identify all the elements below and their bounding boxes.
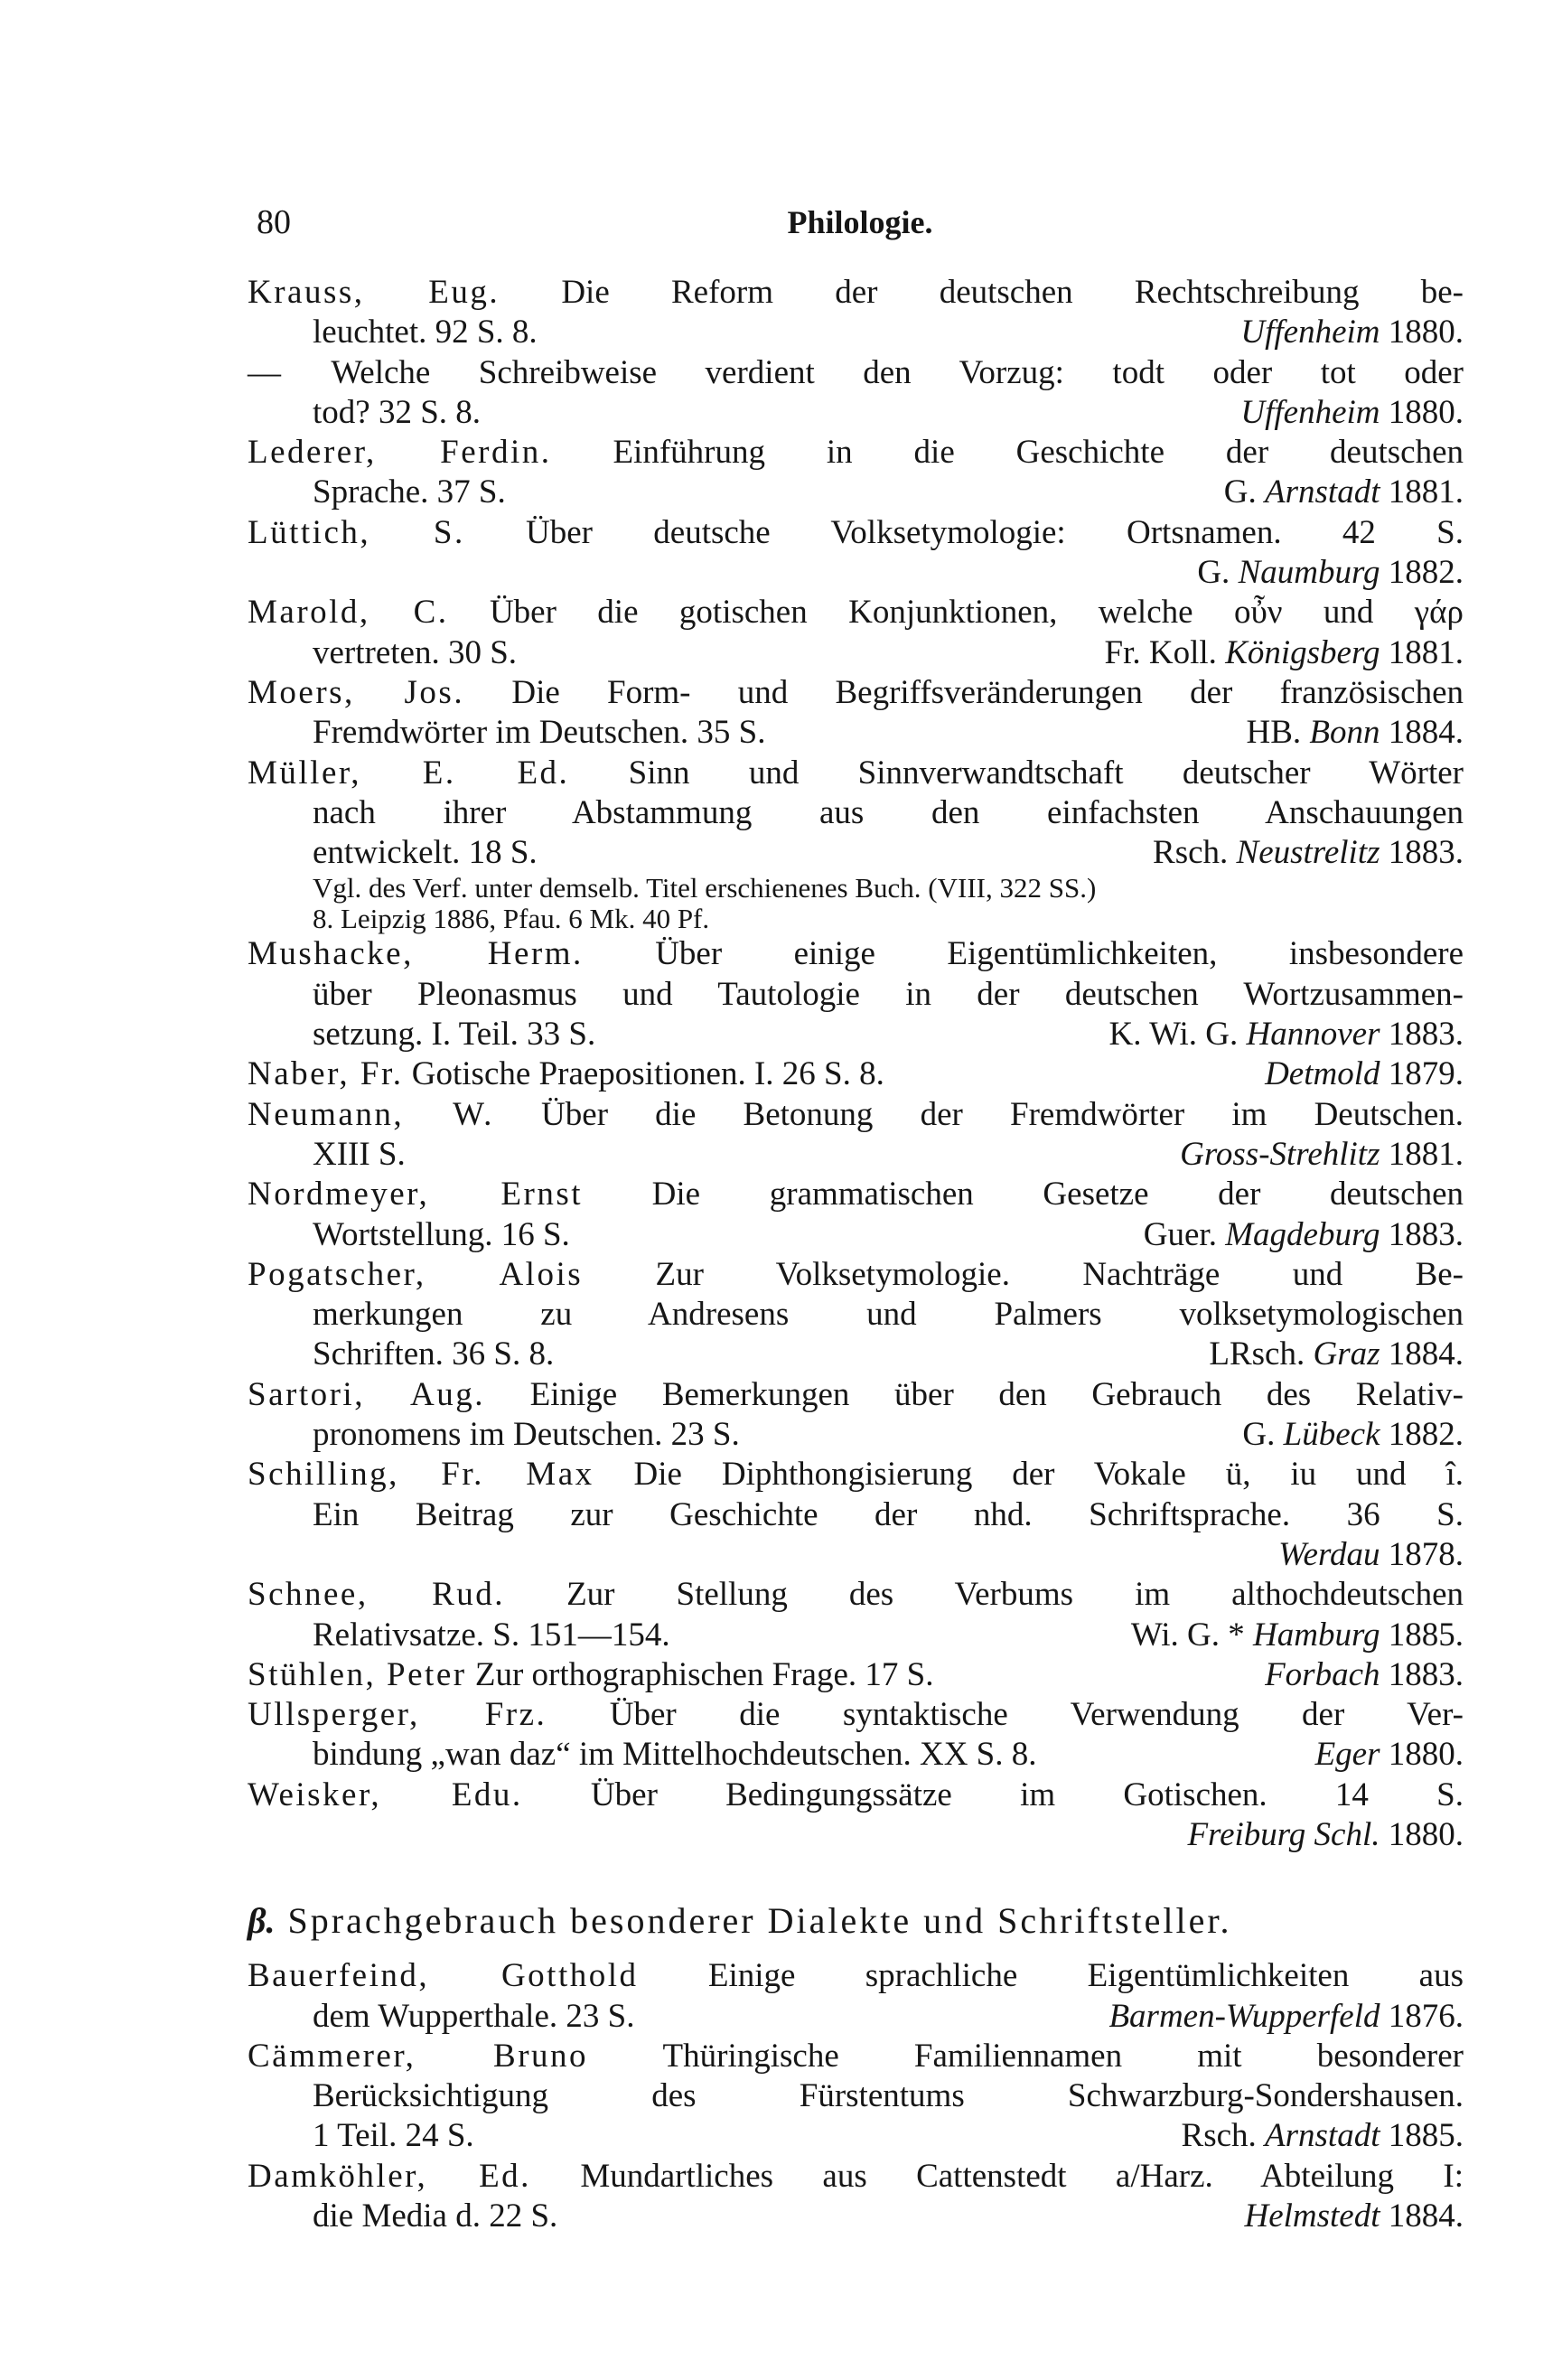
entry-author: Bauerfeind, Gotthold: [248, 1957, 639, 1995]
entry-title: Gotische Praepositionen. I. 26 S. 8.: [411, 1055, 884, 1093]
entry-title: Sinn und Sinnverwandtschaft deutscher Wörter: [628, 754, 1464, 792]
entry-line: [248, 1655, 1464, 1695]
entry-title: Über die syntaktische Verwendung der Ver-: [609, 1696, 1464, 1734]
entry-year: 1884.: [1388, 1335, 1464, 1373]
entry-imprint: [1105, 633, 1464, 673]
entry-imprint: [1131, 1616, 1464, 1655]
bibliography-entry: [248, 433, 1464, 513]
entry-place: Hamburg: [1253, 1616, 1380, 1654]
entry-title: entwickelt. 18 S.: [313, 834, 538, 872]
entry-year: 1882.: [1388, 1416, 1464, 1454]
entry-year: 1876.: [1388, 1997, 1464, 2035]
entry-publisher: LRsch.: [1209, 1335, 1305, 1373]
entry-author: Cämmerer, Bruno: [248, 2037, 589, 2075]
entry-imprint: [1240, 313, 1464, 352]
entry-author: Pogatscher, Alois: [248, 1255, 584, 1293]
entry-year: 1881.: [1388, 1135, 1464, 1173]
entry-imprint: [1153, 833, 1464, 873]
entry-place: Naumburg: [1238, 554, 1380, 592]
entry-author: Schnee, Rud.: [248, 1576, 506, 1614]
entry-author: Lederer, Ferdin.: [248, 434, 552, 472]
bibliography-entry: [248, 593, 1464, 673]
entry-title: Über die gotischen Konjunktionen, welche οὖν und γάρ: [489, 594, 1464, 632]
entry-title: bindung „wan daz“ im Mittelhochdeutschen. XX S. 8.: [313, 1736, 1037, 1774]
entry-imprint: [1109, 1015, 1464, 1054]
entry-line: [248, 1175, 1464, 1214]
bibliography-entry: [248, 1776, 1464, 1856]
entry-author: Müller, E. Ed.: [248, 754, 570, 792]
entry-line: [248, 2076, 1464, 2116]
entry-title: Einige Bemerkungen über den Gebrauch des Relativ-: [529, 1375, 1464, 1413]
entry-imprint: [1246, 713, 1464, 753]
entry-place: Freiburg Schl.: [1187, 1815, 1380, 1853]
bibliography-entry: [248, 754, 1464, 935]
entry-line: [248, 2157, 1464, 2197]
entry-line: [248, 1375, 1464, 1415]
entry-title: die Media d. 22 S.: [313, 2197, 558, 2235]
entry-imprint: [1197, 553, 1464, 593]
entry-list-b: [248, 1956, 1464, 2236]
entry-place: Königsberg: [1225, 633, 1380, 671]
entry-list-a: [248, 273, 1464, 1855]
bibliography-entry: [248, 673, 1464, 754]
entry-year: 1880.: [1388, 314, 1464, 351]
entry-line: [248, 513, 1464, 553]
entry-title: Zur orthographischen Frage. 17 S.: [474, 1655, 934, 1693]
entry-line: [248, 1015, 1464, 1054]
entry-title: Thüringische Familiennamen mit besonderer: [662, 2037, 1464, 2075]
bibliography-entry: [248, 513, 1464, 594]
entry-year: 1884.: [1388, 2197, 1464, 2235]
entry-author: Stühlen, Peter: [248, 1655, 467, 1693]
bibliography-entry: [248, 1375, 1464, 1456]
entry-line: [248, 1255, 1464, 1295]
bibliography-entry: [248, 1695, 1464, 1776]
entry-title: Über deutsche Volksetymologie: Ortsnamen. 42 S.: [526, 513, 1464, 551]
entry-place: Graz: [1313, 1335, 1380, 1373]
entry-line: [248, 433, 1464, 473]
entry-author: Lüttich, S.: [248, 513, 465, 551]
entry-title: Welche Schreibweise verdient den Vorzug: todt oder tot oder: [331, 353, 1464, 391]
entry-year: 1883.: [1388, 834, 1464, 872]
entry-author: Marold, C.: [248, 594, 449, 632]
entry-place: Helmstedt: [1244, 2197, 1380, 2235]
entry-place: Uffenheim: [1240, 314, 1380, 351]
entry-year: 1880.: [1388, 1815, 1464, 1853]
entry-author: Nordmeyer, Ernst: [248, 1176, 584, 1213]
entry-publisher: G.: [1223, 473, 1257, 511]
entry-author: Schilling, Fr. Max: [248, 1456, 594, 1494]
entry-year: 1878.: [1388, 1535, 1464, 1573]
entry-title: Einige sprachliche Eigentümlichkeiten aus: [707, 1957, 1464, 1995]
entry-place: Hannover: [1246, 1016, 1380, 1054]
section-title: Sprachgebrauch besonderer Dialekte und Schriftsteller.: [287, 1900, 1232, 1942]
entry-line: [248, 754, 1464, 793]
entry-year: 1882.: [1388, 554, 1464, 592]
bibliography-entry: [248, 1575, 1464, 1655]
entry-line: [248, 273, 1464, 313]
entry-line: [248, 1535, 1464, 1575]
entry-place: Forbach: [1265, 1655, 1380, 1693]
entry-title: Sprache. 37 S.: [313, 473, 506, 511]
entry-title: Die Diphthongisierung der Vokale ü, iu und î.: [633, 1456, 1464, 1494]
entry-imprint: [1240, 393, 1464, 433]
entry-line: [248, 393, 1464, 433]
entry-author: Moers, Jos.: [248, 673, 465, 711]
bibliography-entry: [248, 2157, 1464, 2237]
bibliography-entry: [248, 1175, 1464, 1255]
bibliography-entry: [248, 934, 1464, 1054]
entry-year: 1884.: [1388, 714, 1464, 752]
bibliography-entry: [248, 2037, 1464, 2157]
bibliography-entry: [248, 1455, 1464, 1575]
entry-title: merkungen zu Andresens und Palmers volksetymologischen: [313, 1296, 1464, 1334]
bibliography-entry: [248, 1956, 1464, 2037]
entry-line: [248, 593, 1464, 632]
entry-title: Wortstellung. 16 S.: [313, 1215, 570, 1253]
entry-line: [248, 353, 1464, 393]
entry-line: [248, 713, 1464, 753]
entry-imprint: [1209, 1335, 1464, 1374]
bibliography-entry: [248, 1255, 1464, 1375]
entry-line: [248, 2197, 1464, 2236]
entry-publisher: HB.: [1246, 714, 1302, 752]
entry-place: Bonn: [1309, 714, 1380, 752]
entry-year: 1883.: [1388, 1215, 1464, 1253]
entry-imprint: [1180, 1135, 1464, 1175]
entry-place: Uffenheim: [1240, 393, 1380, 431]
entry-line: [248, 1135, 1464, 1175]
entry-year: 1883.: [1388, 1655, 1464, 1693]
entry-line: [248, 1495, 1464, 1535]
bibliography-entry: [248, 1054, 1464, 1094]
entry-title: Über die Betonung der Fremdwörter im Deutschen.: [541, 1095, 1464, 1133]
entry-title: Zur Volksetymologie. Nachträge und Be-: [655, 1255, 1464, 1293]
entry-line: [248, 313, 1464, 352]
entry-title: XIII S.: [313, 1135, 406, 1173]
entry-title: setzung. I. Teil. 33 S.: [313, 1016, 596, 1054]
page-header: [257, 197, 1464, 248]
entry-publisher: Guer.: [1143, 1215, 1217, 1253]
entry-year: 1880.: [1388, 1736, 1464, 1774]
entry-title: nach ihrer Abstammung aus den einfachsten Anschauungen: [313, 793, 1464, 831]
entry-title: Relativsatze. S. 151—154.: [313, 1616, 670, 1654]
entry-title: Berücksichtigung des Fürstentums Schwarzburg-Sondershausen.: [313, 2077, 1464, 2115]
entry-year: 1885.: [1388, 2117, 1464, 2155]
entry-line: [248, 1815, 1464, 1855]
entry-line: [248, 1215, 1464, 1255]
entry-title: Die Form- und Begriffsveränderungen der französischen: [511, 673, 1464, 711]
entry-place: Neustrelitz: [1236, 834, 1380, 872]
entry-line: [248, 1054, 1464, 1094]
entry-year: 1880.: [1388, 393, 1464, 431]
entry-imprint: [1182, 2116, 1464, 2156]
bibliography-list: [248, 273, 1464, 2236]
entry-line: [248, 553, 1464, 593]
bibliography-entry: [248, 273, 1464, 353]
entry-author: Weisker, Edu.: [248, 1776, 523, 1813]
entry-imprint: [1242, 1415, 1464, 1455]
entry-title: Über einige Eigentümlichkeiten, insbesondere: [655, 935, 1464, 973]
entry-author: Neumann, W.: [248, 1095, 494, 1133]
entry-title: Fremdwörter im Deutschen. 35 S.: [313, 714, 766, 752]
entry-author: Damköhler, Ed.: [248, 2157, 531, 2195]
entry-line: [248, 793, 1464, 833]
entry-publisher: G.: [1197, 554, 1230, 592]
entry-imprint: [1244, 2197, 1464, 2236]
entry-author: Sartori, Aug.: [248, 1375, 486, 1413]
entry-title: 1 Teil. 24 S.: [313, 2117, 474, 2155]
entry-title: Über Bedingungssätze im Gotischen. 14 S.: [590, 1776, 1464, 1813]
entry-place: Barmen-Wupperfeld: [1108, 1997, 1380, 2035]
entry-title: Schriften. 36 S. 8.: [313, 1335, 555, 1373]
entry-author: Krauss, Eug.: [248, 274, 500, 311]
entry-imprint: [1144, 1215, 1464, 1255]
entry-line: [248, 1415, 1464, 1455]
bibliography-entry: [248, 353, 1464, 434]
entry-place: Eger: [1314, 1736, 1380, 1774]
entry-year: 1881.: [1388, 473, 1464, 511]
entry-line: [248, 934, 1464, 974]
page-number: 80: [257, 203, 291, 241]
entry-line: [248, 833, 1464, 873]
entry-place: Arnstadt: [1265, 2117, 1380, 2155]
entry-line: [248, 1997, 1464, 2037]
entry-place: Lübeck: [1283, 1416, 1380, 1454]
entry-note-line: 8. Leipzig 1886, Pfau. 6 Mk. 40 Pf.: [313, 904, 710, 935]
entry-publisher: K. Wi. G.: [1108, 1016, 1239, 1054]
entry-line: [248, 2037, 1464, 2076]
entry-place: Detmold: [1265, 1055, 1380, 1093]
entry-title: pronomens im Deutschen. 23 S.: [313, 1416, 740, 1454]
entry-imprint: [1315, 1735, 1464, 1775]
entry-imprint: [1108, 1997, 1464, 2037]
entry-title: Mundartliches aus Cattenstedt a/Harz. Abteilung I:: [580, 2157, 1464, 2195]
entry-line: [248, 975, 1464, 1015]
entry-line: [248, 1616, 1464, 1655]
entry-publisher: Rsch.: [1153, 834, 1229, 872]
entry-line: [248, 1735, 1464, 1775]
entry-line: [248, 2116, 1464, 2156]
entry-publisher: Fr. Koll.: [1104, 633, 1217, 671]
entry-line: [248, 633, 1464, 673]
entry-publisher: Rsch.: [1181, 2117, 1257, 2155]
entry-imprint: [1265, 1655, 1464, 1695]
bibliography-entry: [248, 1655, 1464, 1695]
section-marker: β.: [248, 1900, 276, 1942]
entry-title: Zur Stellung des Verbums im althochdeutschen: [566, 1576, 1464, 1614]
entry-author: —: [248, 353, 284, 391]
entry-line: [248, 1956, 1464, 1996]
entry-place: Magdeburg: [1225, 1215, 1380, 1253]
section-heading: [248, 1891, 1464, 1951]
entry-year: 1883.: [1388, 1016, 1464, 1054]
entry-line: [248, 1575, 1464, 1615]
entry-line: [248, 1335, 1464, 1374]
bibliography-entry: [248, 1095, 1464, 1176]
entry-title: tod? 32 S. 8.: [313, 393, 482, 431]
entry-author: Naber, Fr.: [248, 1055, 404, 1093]
entry-line: [248, 673, 1464, 713]
entry-author: Mushacke, Herm.: [248, 935, 584, 973]
entry-imprint: [1265, 1054, 1464, 1094]
entry-title: Einführung in die Geschichte der deutschen: [613, 434, 1464, 472]
entry-title: leuchtet. 92 S. 8.: [313, 314, 538, 351]
entry-imprint: [1278, 1535, 1464, 1575]
entry-place: Werdau: [1278, 1535, 1380, 1573]
entry-line: [248, 1695, 1464, 1735]
entry-line: [248, 1095, 1464, 1135]
entry-title: Die grammatischen Gesetze der deutschen: [651, 1176, 1464, 1213]
entry-title: vertreten. 30 S.: [313, 633, 518, 671]
entry-year: 1885.: [1388, 1616, 1464, 1654]
entry-line: [248, 1455, 1464, 1495]
entry-line: [248, 1776, 1464, 1815]
entry-imprint: [1224, 473, 1464, 512]
entry-line: [248, 473, 1464, 512]
entry-title: über Pleonasmus und Tautologie in der deutschen Wortzusammen-: [313, 975, 1464, 1013]
entry-title: dem Wupperthale. 23 S.: [313, 1997, 635, 2035]
entry-note: [248, 873, 1464, 934]
entry-author: Ullsperger, Frz.: [248, 1696, 547, 1734]
entry-year: 1881.: [1388, 633, 1464, 671]
entry-imprint: [1187, 1815, 1464, 1855]
running-head: Philologie.: [787, 204, 933, 240]
entry-title: Die Reform der deutschen Rechtschreibung be-: [561, 274, 1464, 311]
entry-place: Arnstadt: [1265, 473, 1380, 511]
entry-year: 1879.: [1388, 1055, 1464, 1093]
entry-line: [248, 1295, 1464, 1335]
entry-publisher: Wi. G. *: [1130, 1616, 1245, 1654]
entry-title: Ein Beitrag zur Geschichte der nhd. Schriftsprache. 36 S.: [313, 1495, 1464, 1533]
entry-place: Gross-Strehlitz: [1180, 1135, 1380, 1173]
entry-publisher: G.: [1242, 1416, 1276, 1454]
entry-note-line: Vgl. des Verf. unter demselb. Titel erschienenes Buch. (VIII, 322 SS.): [313, 873, 1097, 904]
